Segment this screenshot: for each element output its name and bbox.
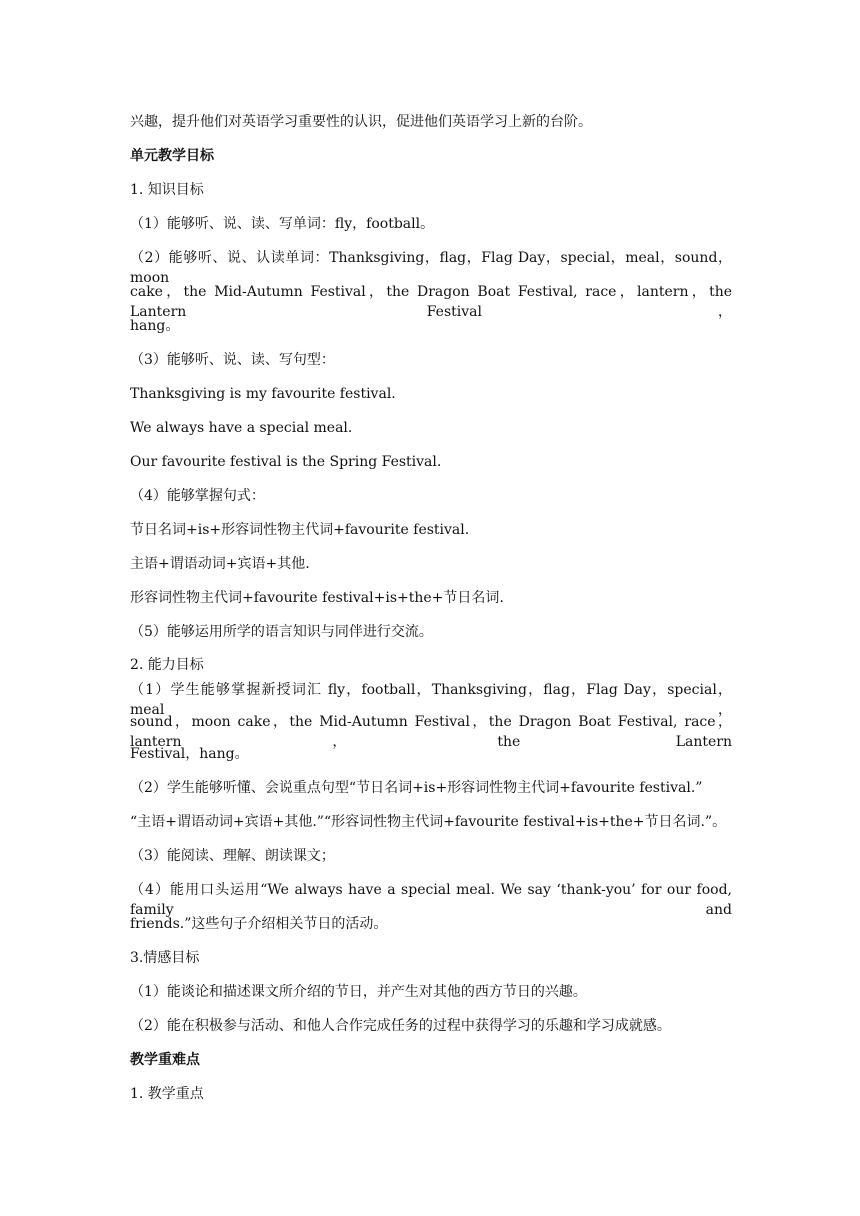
list-item: （2）学生能够听懂、会说重点句型“节日名词+is+形容词性物主代词+favourite festival.” <box>130 780 703 796</box>
section-heading: 单元教学目标 <box>130 148 214 164</box>
list-item-continuation: Festival，hang。 <box>130 746 249 762</box>
list-item: （1）能够听、说、读、写单词：fly，football。 <box>130 216 435 232</box>
subsection-heading: 3.情感目标 <box>130 950 200 966</box>
subsection-heading: 1. 教学重点 <box>130 1086 204 1102</box>
list-item-continuation: “主语+谓语动词+宾语+其他.”“形容词性物主代词+favourite festival+is+the+节日名词.”。 <box>130 814 727 830</box>
paragraph-line: 兴趣，提升他们对英语学习重要性的认识，促进他们英语学习上新的台阶。 <box>130 114 592 130</box>
example-sentence: Our favourite festival is the Spring Festival. <box>130 454 442 470</box>
list-item: （2）能够听、说、认读单词：Thanksgiving，flag，Flag Day，special，meal，sound，moon <box>130 250 732 286</box>
sentence-pattern: 主语+谓语动词+宾语+其他. <box>130 556 310 572</box>
list-item-continuation: friends.”这些句子介绍相关节日的活动。 <box>130 916 388 932</box>
list-item-continuation: hang。 <box>130 318 180 334</box>
example-sentence: We always have a special meal. <box>130 420 353 436</box>
list-item: （4）能用口头运用“We always have a special meal. We say ‘thank-you’ for our food, family and <box>130 882 732 918</box>
subsection-heading: 1. 知识目标 <box>130 182 204 198</box>
sentence-pattern: 节日名词+is+形容词性物主代词+favourite festival. <box>130 522 470 538</box>
list-item-continuation: cake，the Mid-Autumn Festival，the Dragon Boat Festival, race，lantern，the Lantern Festival， <box>130 284 732 320</box>
list-item: （4）能够掌握句式： <box>130 488 265 504</box>
list-item-continuation: sound，moon cake，the Mid-Autumn Festival，the Dragon Boat Festival, race，lantern，the Lantern <box>130 714 732 750</box>
sentence-pattern: 形容词性物主代词+favourite festival+is+the+节日名词. <box>130 590 504 606</box>
list-item: （3）能阅读、理解、朗读课文； <box>130 848 335 864</box>
list-item: （1）学生能够掌握新授词汇 fly，football，Thanksgiving，flag，Flag Day，special，meal， <box>130 682 732 718</box>
list-item: （1）能谈论和描述课文所介绍的节日，并产生对其他的西方节日的兴趣。 <box>130 984 587 1000</box>
subsection-heading: 2. 能力目标 <box>130 657 204 673</box>
list-item: （2）能在积极参与活动、和他人合作完成任务的过程中获得学习的乐趣和学习成就感。 <box>130 1018 671 1034</box>
section-heading: 教学重难点 <box>130 1052 200 1068</box>
list-item: （3）能够听、说、读、写句型： <box>130 352 335 368</box>
list-item: （5）能够运用所学的语言知识与同伴进行交流。 <box>130 624 433 640</box>
example-sentence: Thanksgiving is my favourite festival. <box>130 386 396 402</box>
